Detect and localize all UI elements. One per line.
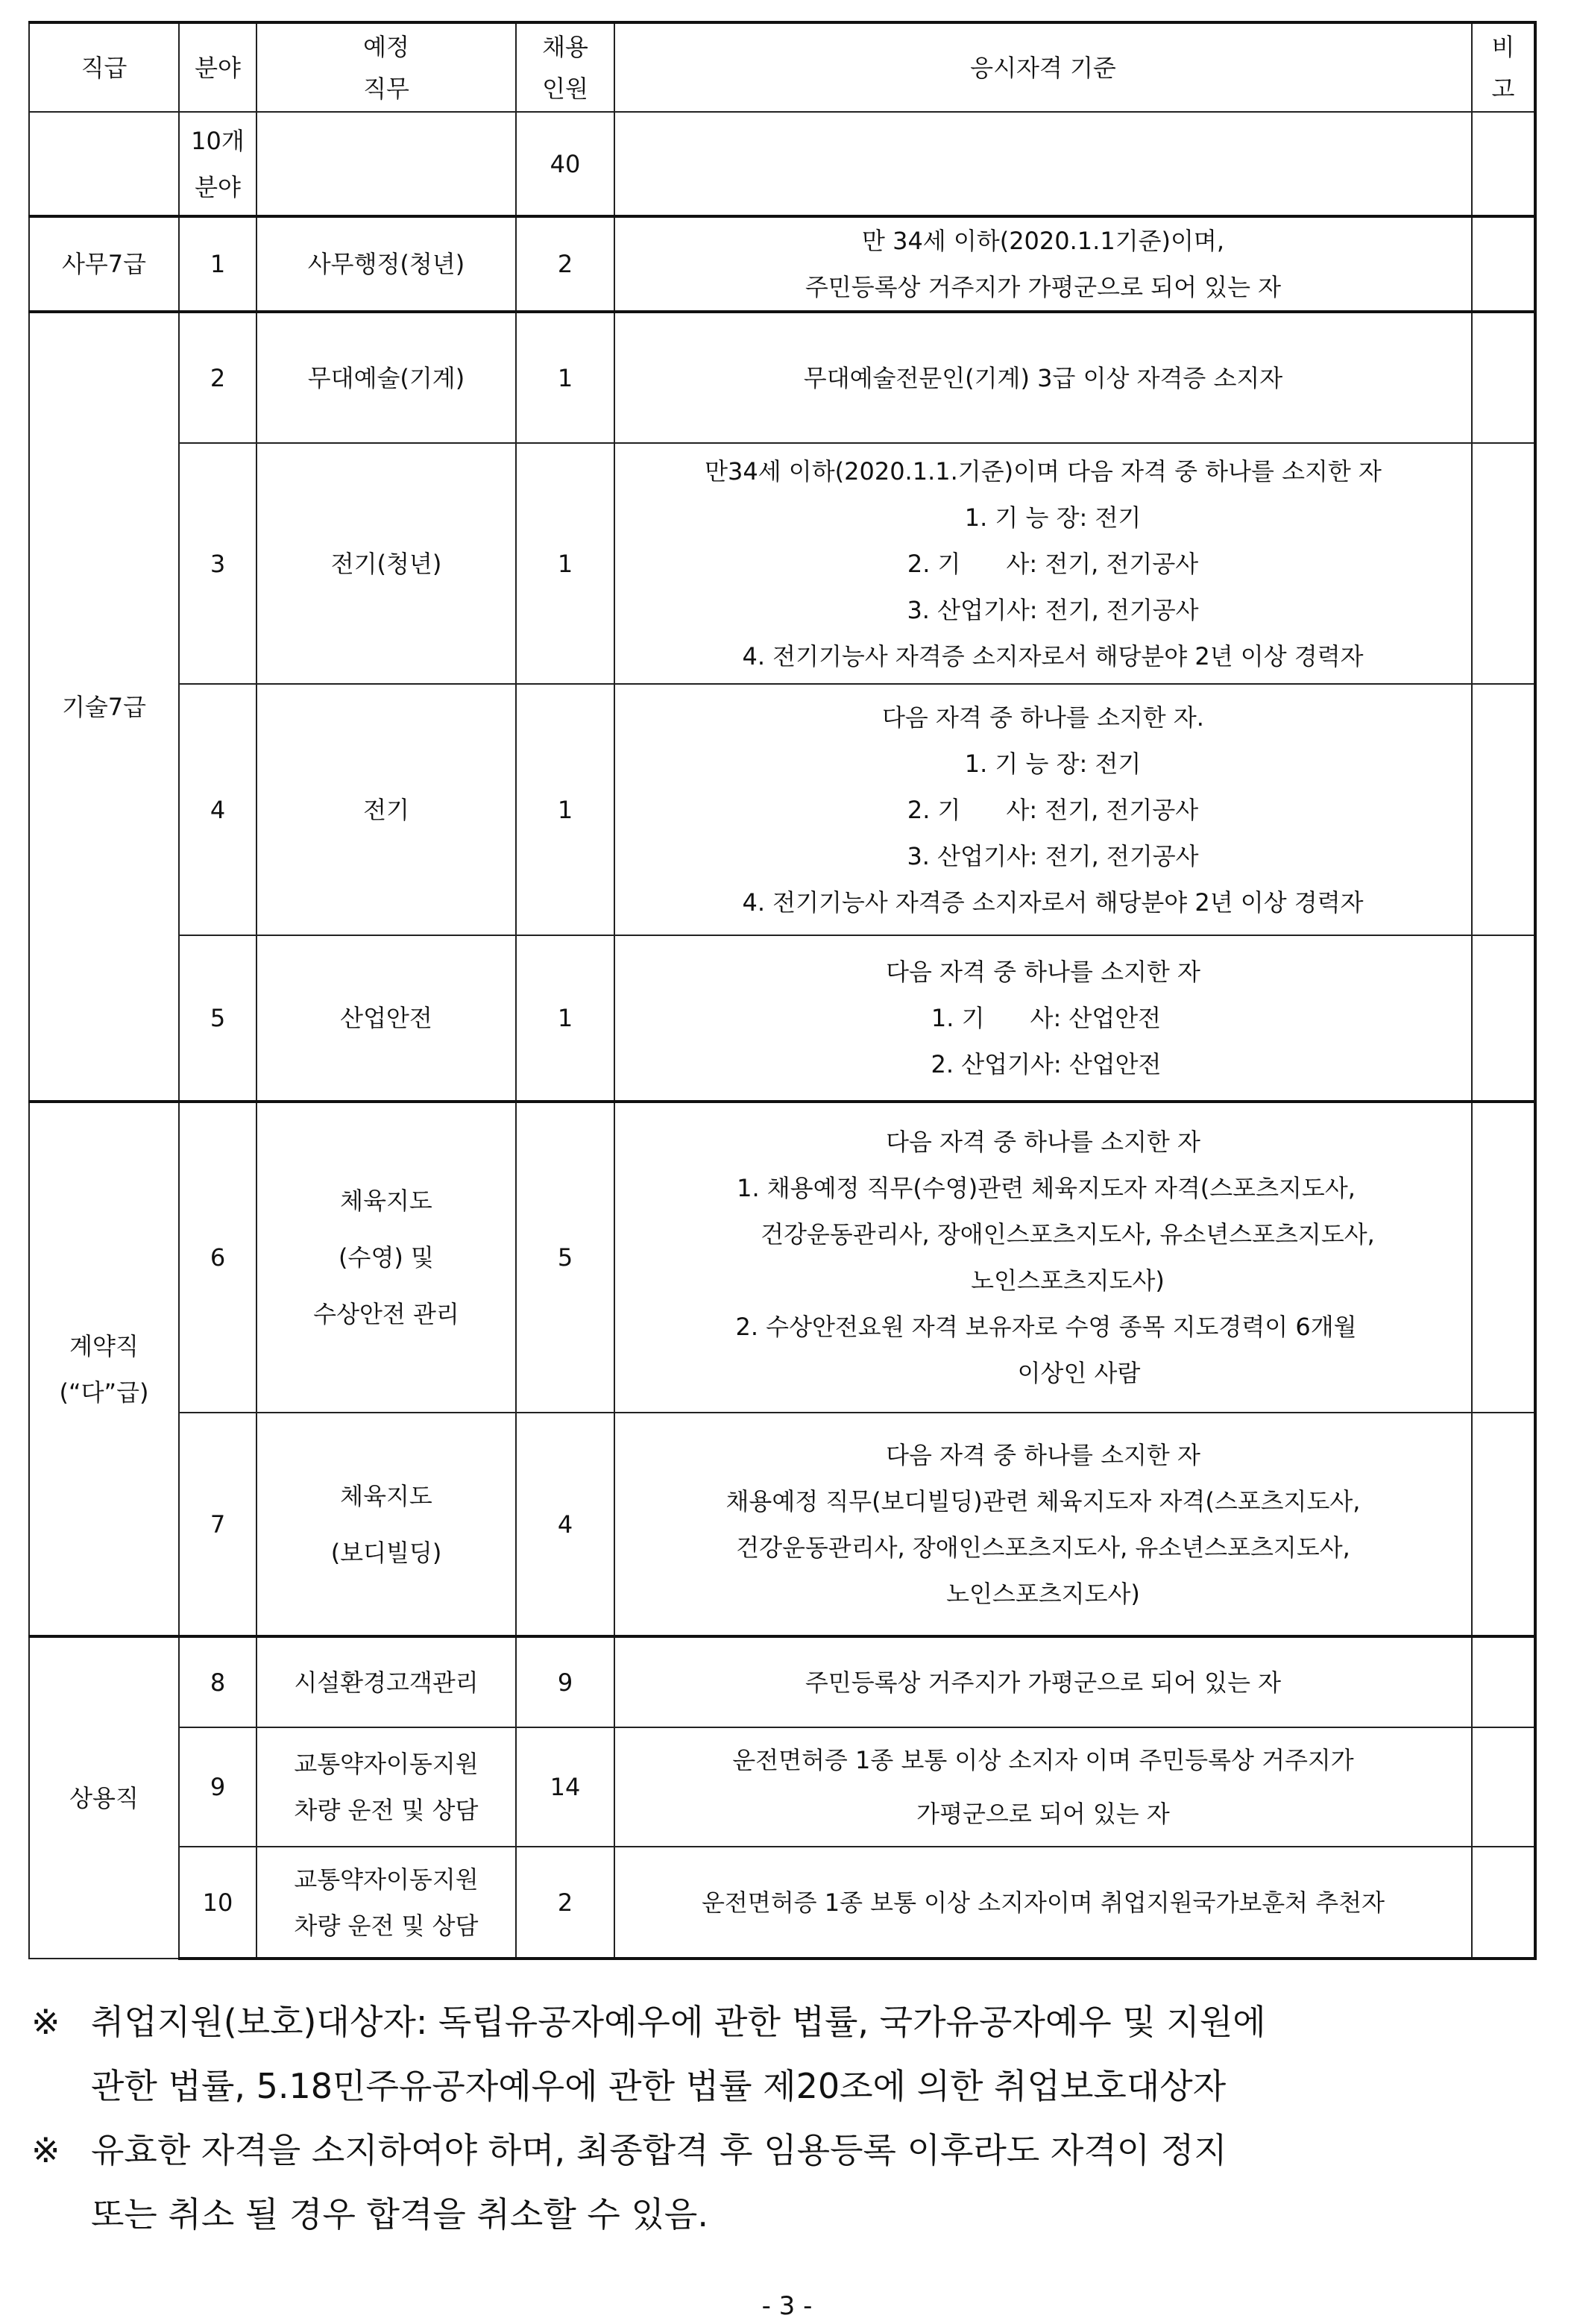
- criteria-cell: 다음 자격 중 하나를 소지한 자 채용예정 직무(보디빌딩)관련 체육지도자 자격(스포츠지도사, 건강운동관리사, 장애인스포츠지도사, 유소년스포츠지도사, 노인스포츠지도사): [614, 1413, 1472, 1636]
- criteria-cell: 운전면허증 1종 보통 이상 소지자 이며 주민등록상 거주지가 가평군으로 되어 있는 자: [614, 1727, 1472, 1847]
- reference-mark: ※: [31, 2130, 60, 2170]
- criteria-cell: 무대예술전문인(기계) 3급 이상 자격증 소지자: [614, 312, 1472, 443]
- table-row: [29, 1727, 1535, 1847]
- grade-cell: 계약직 (“다”급): [29, 1102, 179, 1636]
- remark-cell: [1472, 1727, 1535, 1847]
- field-no: 3: [179, 443, 256, 684]
- footnotes: [31, 1990, 1545, 2246]
- count-cell: 1: [516, 443, 614, 684]
- count-cell: 4: [516, 1413, 614, 1636]
- duty-cell: 무대예술(기계): [256, 312, 516, 443]
- footnote-text: 취업지원(보호)대상자: 독립유공자예우에 관한 법률, 국가유공자예우 및 지원에: [91, 2002, 1266, 2042]
- duty-cell: 체육지도 (보디빌딩): [256, 1413, 516, 1636]
- table-row: [29, 935, 1535, 1102]
- duty-cell: 체육지도 (수영) 및 수상안전 관리: [256, 1102, 516, 1413]
- grade-cell: 상용직: [29, 1636, 179, 1959]
- duty-cell: 교통약자이동지원 차량 운전 및 상담: [256, 1847, 516, 1959]
- total-field: 10개 분야: [179, 112, 256, 216]
- total-remark: [1472, 112, 1535, 216]
- count-cell: 1: [516, 684, 614, 935]
- remark-cell: [1472, 216, 1535, 312]
- field-no: 8: [179, 1636, 256, 1727]
- table-row: [29, 1847, 1535, 1959]
- criteria-cell: 만34세 이하(2020.1.1.기준)이며 다음 자격 중 하나를 소지한 자 1. 기 능 장: 전기 2. 기 사: 전기, 전기공사 3. 산업기사: 전기, 전기공사 4. 전기기능사 자격증 소지자로서 해당분야 2년 이상 경력자: [614, 443, 1472, 684]
- remark-cell: [1472, 1102, 1535, 1413]
- grade-cell: 사무7급: [29, 216, 179, 312]
- field-no: 9: [179, 1727, 256, 1847]
- count-cell: 2: [516, 216, 614, 312]
- grade-cell: 기술7급: [29, 312, 179, 1102]
- count-cell: 5: [516, 1102, 614, 1413]
- count-cell: 1: [516, 312, 614, 443]
- field-no: 5: [179, 935, 256, 1102]
- total-count: 40: [516, 112, 614, 216]
- header-criteria: 응시자격 기준: [614, 22, 1472, 112]
- duty-cell: 교통약자이동지원 차량 운전 및 상담: [256, 1727, 516, 1847]
- table-row: [29, 312, 1535, 443]
- remark-cell: [1472, 1847, 1535, 1959]
- field-no: 1: [179, 216, 256, 312]
- total-grade: [29, 112, 179, 216]
- field-no: 10: [179, 1847, 256, 1959]
- table-row: [29, 1413, 1535, 1636]
- criteria-cell: 주민등록상 거주지가 가평군으로 되어 있는 자: [614, 1636, 1472, 1727]
- footnote-text: 또는 취소 될 경우 합격을 취소할 수 있음.: [91, 2194, 708, 2235]
- duty-cell: 시설환경고객관리: [256, 1636, 516, 1727]
- duty-cell: 전기(청년): [256, 443, 516, 684]
- duty-cell: 산업안전: [256, 935, 516, 1102]
- header-count: 채용 인원: [516, 22, 614, 112]
- remark-cell: [1472, 443, 1535, 684]
- criteria-cell: 만 34세 이하(2020.1.1기준)이며, 주민등록상 거주지가 가평군으로 되어 있는 자: [614, 216, 1472, 312]
- reference-mark: ※: [31, 2002, 60, 2042]
- header-field: 분야: [179, 22, 256, 112]
- total-criteria: [614, 112, 1472, 216]
- remark-cell: [1472, 935, 1535, 1102]
- count-cell: 1: [516, 935, 614, 1102]
- total-row: [29, 112, 1535, 216]
- criteria-cell: 다음 자격 중 하나를 소지한 자 1. 채용예정 직무(수영)관련 체육지도자 자격(스포츠지도사, 건강운동관리사, 장애인스포츠지도사, 유소년스포츠지도사, 노인스포츠지도사) 2. 수상안전요원 자격 보유자로 수영 종목 지도경력이 6개월 이상인 사람: [614, 1102, 1472, 1413]
- footnote-text: 관한 법률, 5.18민주유공자예우에 관한 법률 제20조에 의한 취업보호대상자: [91, 2066, 1227, 2106]
- header-row: [29, 22, 1535, 112]
- count-cell: 2: [516, 1847, 614, 1959]
- header-remark: 비 고: [1472, 22, 1535, 112]
- remark-cell: [1472, 684, 1535, 935]
- header-duty: 예정 직무: [256, 22, 516, 112]
- header-grade: 직급: [29, 22, 179, 112]
- criteria-cell: 운전면허증 1종 보통 이상 소지자이며 취업지원국가보훈처 추천자: [614, 1847, 1472, 1959]
- page-number: - 3 -: [761, 2291, 813, 2321]
- field-no: 2: [179, 312, 256, 443]
- duty-cell: 사무행정(청년): [256, 216, 516, 312]
- table-row: [29, 1102, 1535, 1413]
- remark-cell: [1472, 1636, 1535, 1727]
- footnote-text: 유효한 자격을 소지하여야 하며, 최종합격 후 임용등록 이후라도 자격이 정지: [91, 2130, 1227, 2170]
- criteria-cell: 다음 자격 중 하나를 소지한 자 1. 기 사: 산업안전 2. 산업기사: 산업안전: [614, 935, 1472, 1102]
- recruitment-table: [28, 21, 1537, 1960]
- remark-cell: [1472, 1413, 1535, 1636]
- field-no: 6: [179, 1102, 256, 1413]
- table-row: [29, 443, 1535, 684]
- duty-cell: 전기: [256, 684, 516, 935]
- remark-cell: [1472, 312, 1535, 443]
- field-no: 7: [179, 1413, 256, 1636]
- table-row: [29, 684, 1535, 935]
- criteria-cell: 다음 자격 중 하나를 소지한 자. 1. 기 능 장: 전기 2. 기 사: 전기, 전기공사 3. 산업기사: 전기, 전기공사 4. 전기기능사 자격증 소지자로서 해당분야 2년 이상 경력자: [614, 684, 1472, 935]
- table-row: [29, 1636, 1535, 1727]
- count-cell: 14: [516, 1727, 614, 1847]
- count-cell: 9: [516, 1636, 614, 1727]
- total-duty: [256, 112, 516, 216]
- field-no: 4: [179, 684, 256, 935]
- footnote: [31, 2118, 1545, 2246]
- table-row: [29, 216, 1535, 312]
- footnote: [31, 1990, 1545, 2118]
